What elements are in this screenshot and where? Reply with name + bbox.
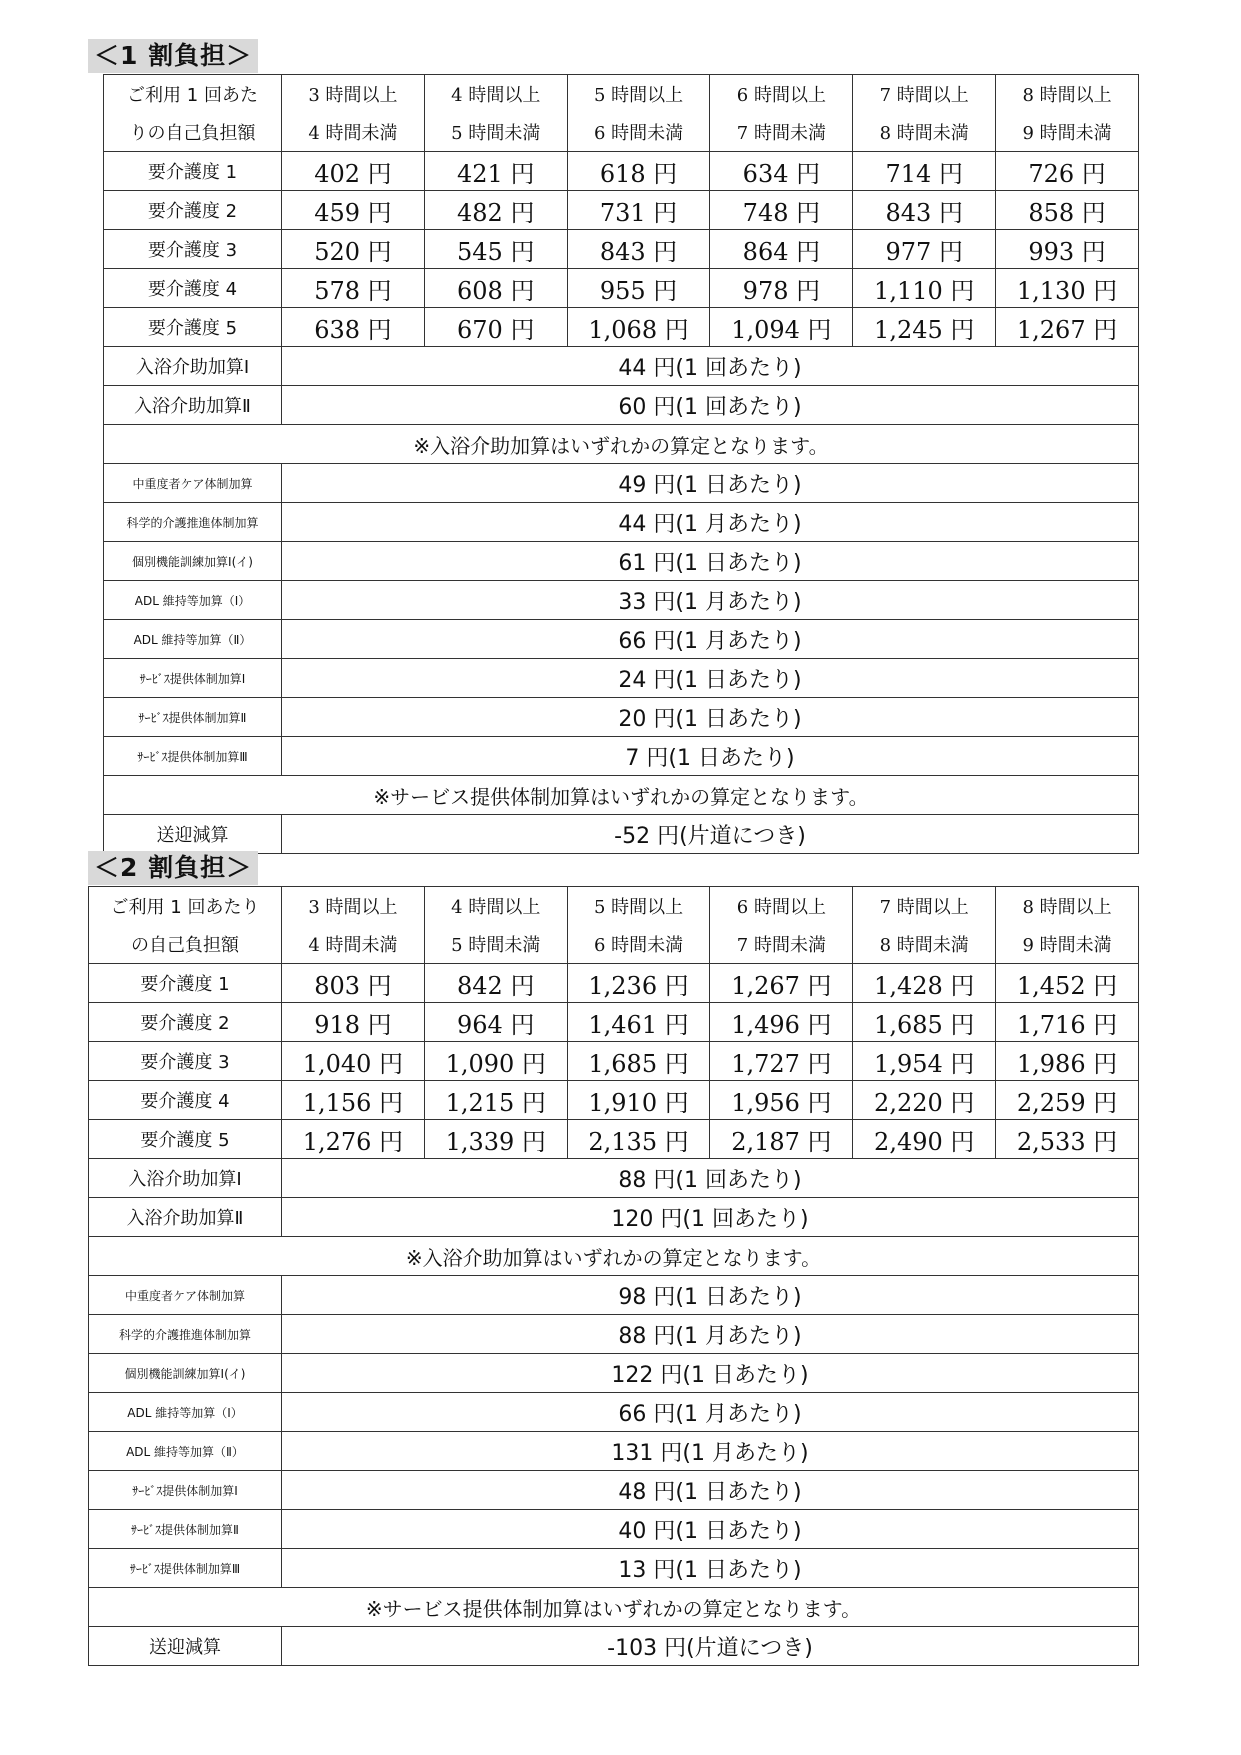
care-level-row <box>104 152 1139 191</box>
fee-value: 731 円 <box>567 191 710 230</box>
fee-value: 1,452 円 <box>996 964 1139 1003</box>
header-row <box>104 75 1139 114</box>
column-header: 5 時間未満 <box>424 925 567 964</box>
addon-row <box>104 581 1139 620</box>
fee-table-2 <box>88 886 1139 1666</box>
fee-value: 1,956 円 <box>710 1081 853 1120</box>
fee-value: 1,267 円 <box>710 964 853 1003</box>
column-header: 5 時間未満 <box>424 113 567 152</box>
addon-row <box>89 1549 1139 1588</box>
service-note: ※サービス提供体制加算はいずれかの算定となります。 <box>104 776 1139 815</box>
transport-value: -103 円(片道につき) <box>282 1627 1139 1666</box>
transport-row <box>89 1627 1139 1666</box>
fee-value: 1,685 円 <box>567 1042 710 1081</box>
addon-row <box>89 1315 1139 1354</box>
addon-label: 入浴介助加算Ⅱ <box>89 1198 282 1237</box>
addon-row <box>104 698 1139 737</box>
addon-row <box>89 1276 1139 1315</box>
column-header: 7 時間以上 <box>853 75 996 114</box>
fee-value: 2,533 円 <box>996 1120 1139 1159</box>
fee-value: 545 円 <box>424 230 567 269</box>
bath-note: ※入浴介助加算はいずれかの算定となります。 <box>89 1237 1139 1276</box>
fee-value: 2,259 円 <box>996 1081 1139 1120</box>
addon-row <box>89 1510 1139 1549</box>
fee-value: 918 円 <box>282 1003 425 1042</box>
addon-value: 24 円(1 日あたり) <box>282 659 1139 698</box>
addon-value: 88 円(1 月あたり) <box>282 1315 1139 1354</box>
addon-row <box>104 659 1139 698</box>
fee-value: 421 円 <box>424 152 567 191</box>
transport-value: -52 円(片道につき) <box>282 815 1139 854</box>
fee-value: 726 円 <box>996 152 1139 191</box>
column-header: 3 時間以上 <box>282 75 425 114</box>
column-header: 7 時間以上 <box>853 887 996 926</box>
care-level-row <box>89 1042 1139 1081</box>
addon-label: ADL 維持等加算（Ⅱ） <box>104 620 282 659</box>
care-level-row <box>89 1120 1139 1159</box>
column-header: 5 時間以上 <box>567 887 710 926</box>
fee-value: 1,276 円 <box>282 1120 425 1159</box>
section-heading-2: ＜2 割負担＞ <box>88 851 258 885</box>
addon-row <box>89 1432 1139 1471</box>
column-header: 7 時間未満 <box>710 925 853 964</box>
fee-value: 520 円 <box>282 230 425 269</box>
fee-value: 459 円 <box>282 191 425 230</box>
care-level-label: 要介護度 5 <box>89 1120 282 1159</box>
addon-label: 科学的介護推進体制加算 <box>104 503 282 542</box>
fee-value: 2,220 円 <box>853 1081 996 1120</box>
addon-label: 個別機能訓練加算Ⅰ(イ) <box>89 1354 282 1393</box>
fee-value: 1,461 円 <box>567 1003 710 1042</box>
fee-value: 1,130 円 <box>996 269 1139 308</box>
column-header: 7 時間未満 <box>710 113 853 152</box>
fee-value: 1,685 円 <box>853 1003 996 1042</box>
care-level-row <box>89 1003 1139 1042</box>
care-level-row <box>89 1081 1139 1120</box>
addon-value: 60 円(1 回あたり) <box>282 386 1139 425</box>
fee-value: 1,727 円 <box>710 1042 853 1081</box>
bath-addon-row <box>89 1159 1139 1198</box>
transport-label: 送迎減算 <box>89 1627 282 1666</box>
fee-value: 578 円 <box>282 269 425 308</box>
care-level-label: 要介護度 5 <box>104 308 282 347</box>
care-level-row <box>104 269 1139 308</box>
fee-value: 1,716 円 <box>996 1003 1139 1042</box>
addon-label: ｻｰﾋﾞｽ提供体制加算Ⅱ <box>104 698 282 737</box>
addon-value: 44 円(1 回あたり) <box>282 347 1139 386</box>
addon-label: ｻｰﾋﾞｽ提供体制加算Ⅰ <box>104 659 282 698</box>
header-label: ご利用 1 回あたり <box>89 887 282 926</box>
column-header: 6 時間以上 <box>710 887 853 926</box>
addon-value: 40 円(1 日あたり) <box>282 1510 1139 1549</box>
addon-label: ｻｰﾋﾞｽ提供体制加算Ⅱ <box>89 1510 282 1549</box>
addon-row <box>89 1471 1139 1510</box>
fee-table-1 <box>103 74 1139 854</box>
fee-value: 1,068 円 <box>567 308 710 347</box>
fee-value: 1,236 円 <box>567 964 710 1003</box>
fee-value: 842 円 <box>424 964 567 1003</box>
care-level-label: 要介護度 4 <box>89 1081 282 1120</box>
addon-row <box>104 542 1139 581</box>
column-header: 8 時間未満 <box>853 113 996 152</box>
fee-value: 714 円 <box>853 152 996 191</box>
column-header: 9 時間未満 <box>996 113 1139 152</box>
fee-value: 670 円 <box>424 308 567 347</box>
addon-label: 中重度者ケア体制加算 <box>89 1276 282 1315</box>
note-row <box>104 776 1139 815</box>
addon-label: 科学的介護推進体制加算 <box>89 1315 282 1354</box>
column-header: 4 時間未満 <box>282 113 425 152</box>
fee-value: 1,110 円 <box>853 269 996 308</box>
addon-value: 48 円(1 日あたり) <box>282 1471 1139 1510</box>
fee-value: 1,040 円 <box>282 1042 425 1081</box>
header-label: ご利用 1 回あた <box>104 75 282 114</box>
care-level-label: 要介護度 3 <box>104 230 282 269</box>
care-level-label: 要介護度 1 <box>104 152 282 191</box>
addon-value: 33 円(1 月あたり) <box>282 581 1139 620</box>
fee-value: 634 円 <box>710 152 853 191</box>
care-level-row <box>104 230 1139 269</box>
addon-label: 入浴介助加算Ⅱ <box>104 386 282 425</box>
note-row <box>89 1588 1139 1627</box>
fee-value: 1,496 円 <box>710 1003 853 1042</box>
addon-value: 120 円(1 回あたり) <box>282 1198 1139 1237</box>
addon-row <box>89 1354 1139 1393</box>
bath-addon-row <box>104 386 1139 425</box>
care-level-row <box>89 964 1139 1003</box>
addon-value: 66 円(1 月あたり) <box>282 620 1139 659</box>
column-header: 3 時間以上 <box>282 887 425 926</box>
fee-value: 1,094 円 <box>710 308 853 347</box>
bath-addon-row <box>89 1198 1139 1237</box>
fee-value: 608 円 <box>424 269 567 308</box>
note-row <box>89 1237 1139 1276</box>
note-row <box>104 425 1139 464</box>
fee-value: 1,156 円 <box>282 1081 425 1120</box>
addon-label: ｻｰﾋﾞｽ提供体制加算Ⅲ <box>89 1549 282 1588</box>
care-level-label: 要介護度 2 <box>104 191 282 230</box>
column-header: 8 時間以上 <box>996 75 1139 114</box>
header-label: りの自己負担額 <box>104 113 282 152</box>
fee-value: 843 円 <box>853 191 996 230</box>
fee-value: 2,187 円 <box>710 1120 853 1159</box>
fee-value: 803 円 <box>282 964 425 1003</box>
fee-value: 638 円 <box>282 308 425 347</box>
addon-value: 13 円(1 日あたり) <box>282 1549 1139 1588</box>
fee-value: 2,135 円 <box>567 1120 710 1159</box>
column-header: 9 時間未満 <box>996 925 1139 964</box>
addon-value: 20 円(1 日あたり) <box>282 698 1139 737</box>
column-header: 8 時間未満 <box>853 925 996 964</box>
addon-row <box>104 503 1139 542</box>
addon-row <box>104 620 1139 659</box>
fee-value: 1,267 円 <box>996 308 1139 347</box>
bath-addon-row <box>104 347 1139 386</box>
column-header: 5 時間以上 <box>567 75 710 114</box>
addon-value: 131 円(1 月あたり) <box>282 1432 1139 1471</box>
fee-value: 864 円 <box>710 230 853 269</box>
column-header: 6 時間未満 <box>567 925 710 964</box>
addon-value: 61 円(1 日あたり) <box>282 542 1139 581</box>
care-level-label: 要介護度 2 <box>89 1003 282 1042</box>
column-header: 4 時間未満 <box>282 925 425 964</box>
care-level-row <box>104 308 1139 347</box>
column-header: 4 時間以上 <box>424 887 567 926</box>
addon-label: 個別機能訓練加算Ⅰ(イ) <box>104 542 282 581</box>
fee-value: 1,245 円 <box>853 308 996 347</box>
addon-value: 122 円(1 日あたり) <box>282 1354 1139 1393</box>
care-level-label: 要介護度 3 <box>89 1042 282 1081</box>
addon-value: 44 円(1 月あたり) <box>282 503 1139 542</box>
addon-row <box>89 1393 1139 1432</box>
fee-value: 748 円 <box>710 191 853 230</box>
addon-label: ｻｰﾋﾞｽ提供体制加算Ⅲ <box>104 737 282 776</box>
column-header: 6 時間以上 <box>710 75 853 114</box>
service-note: ※サービス提供体制加算はいずれかの算定となります。 <box>89 1588 1139 1627</box>
fee-value: 977 円 <box>853 230 996 269</box>
header-row <box>104 113 1139 152</box>
addon-row <box>104 464 1139 503</box>
fee-value: 1,428 円 <box>853 964 996 1003</box>
addon-value: 88 円(1 回あたり) <box>282 1159 1139 1198</box>
care-level-row <box>104 191 1139 230</box>
fee-value: 955 円 <box>567 269 710 308</box>
addon-label: 入浴介助加算Ⅰ <box>89 1159 282 1198</box>
header-row <box>89 925 1139 964</box>
transport-row <box>104 815 1139 854</box>
addon-label: ADL 維持等加算（Ⅰ） <box>104 581 282 620</box>
addon-label: 入浴介助加算Ⅰ <box>104 347 282 386</box>
column-header: 4 時間以上 <box>424 75 567 114</box>
transport-label: 送迎減算 <box>104 815 282 854</box>
fee-value: 1,986 円 <box>996 1042 1139 1081</box>
care-level-label: 要介護度 4 <box>104 269 282 308</box>
addon-value: 66 円(1 月あたり) <box>282 1393 1139 1432</box>
addon-label: ADL 維持等加算（Ⅱ） <box>89 1432 282 1471</box>
addon-value: 7 円(1 日あたり) <box>282 737 1139 776</box>
header-row <box>89 887 1139 926</box>
section-heading-1: ＜1 割負担＞ <box>88 39 258 73</box>
fee-value: 482 円 <box>424 191 567 230</box>
addon-value: 98 円(1 日あたり) <box>282 1276 1139 1315</box>
column-header: 6 時間未満 <box>567 113 710 152</box>
fee-value: 1,954 円 <box>853 1042 996 1081</box>
fee-value: 1,339 円 <box>424 1120 567 1159</box>
fee-value: 1,090 円 <box>424 1042 567 1081</box>
fee-value: 993 円 <box>996 230 1139 269</box>
fee-value: 618 円 <box>567 152 710 191</box>
fee-value: 2,490 円 <box>853 1120 996 1159</box>
header-label: の自己負担額 <box>89 925 282 964</box>
fee-value: 978 円 <box>710 269 853 308</box>
column-header: 8 時間以上 <box>996 887 1139 926</box>
care-level-label: 要介護度 1 <box>89 964 282 1003</box>
fee-value: 1,910 円 <box>567 1081 710 1120</box>
bath-note: ※入浴介助加算はいずれかの算定となります。 <box>104 425 1139 464</box>
fee-value: 858 円 <box>996 191 1139 230</box>
fee-value: 1,215 円 <box>424 1081 567 1120</box>
fee-value: 843 円 <box>567 230 710 269</box>
addon-value: 49 円(1 日あたり) <box>282 464 1139 503</box>
addon-label: ｻｰﾋﾞｽ提供体制加算Ⅰ <box>89 1471 282 1510</box>
fee-value: 964 円 <box>424 1003 567 1042</box>
addon-label: ADL 維持等加算（Ⅰ） <box>89 1393 282 1432</box>
fee-value: 402 円 <box>282 152 425 191</box>
addon-row <box>104 737 1139 776</box>
addon-label: 中重度者ケア体制加算 <box>104 464 282 503</box>
